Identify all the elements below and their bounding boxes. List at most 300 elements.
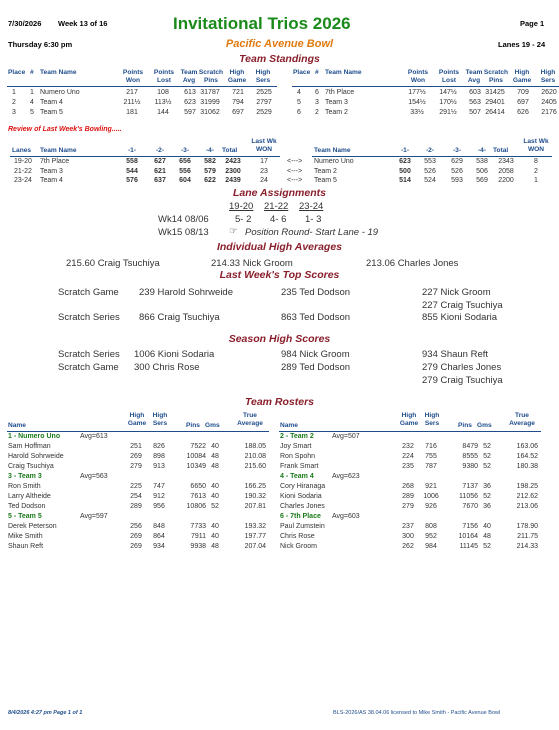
standings-cell: 4 bbox=[297, 89, 301, 96]
review-opp-team: Numero Uno bbox=[314, 158, 354, 165]
roster-player-name: Paul Zumstein bbox=[280, 523, 325, 530]
roster-hg: 289 bbox=[130, 503, 142, 510]
roster-pins: 10349 bbox=[186, 463, 206, 470]
standings-cell: 721 bbox=[232, 89, 244, 96]
standings-cell: 181 bbox=[126, 109, 138, 116]
standings-cell: 177½ bbox=[408, 89, 426, 96]
roster-pins: 9938 bbox=[190, 543, 206, 550]
roster-avg: 193.32 bbox=[244, 523, 266, 530]
review-opp-won: 1 bbox=[534, 177, 538, 184]
standings-header: Points Won bbox=[122, 69, 144, 84]
standings-header: High Sers bbox=[255, 69, 271, 84]
top-series: 855 Kioni Sodaria bbox=[422, 312, 497, 323]
roster-pins: 7911 bbox=[190, 533, 206, 540]
standings-header: Team Name bbox=[40, 69, 77, 76]
roster-gms: 40 bbox=[211, 533, 219, 540]
roster-gms: 48 bbox=[483, 533, 491, 540]
standings-header: Team Avg bbox=[465, 69, 483, 84]
roster-gms: 40 bbox=[211, 483, 219, 490]
review-total: 2439 bbox=[225, 177, 241, 184]
review-opp-game: 506 bbox=[476, 167, 488, 175]
review-header: -4- bbox=[477, 147, 487, 154]
roster-hs: 912 bbox=[153, 493, 165, 500]
review-opp-total: 2058 bbox=[498, 167, 514, 175]
review-header: -1- bbox=[400, 147, 410, 154]
roster-pins: 7670 bbox=[462, 503, 478, 510]
standings-header: High Game bbox=[512, 69, 532, 84]
standings-cell: 2620 bbox=[541, 89, 557, 96]
roster-pins: 8555 bbox=[462, 453, 478, 460]
divider bbox=[279, 431, 541, 432]
review-game: 627 bbox=[154, 158, 166, 165]
roster-hg: 256 bbox=[130, 523, 142, 530]
wk15-label: Wk15 08/13 bbox=[158, 227, 209, 238]
roster-player-name: Harold Sohrweide bbox=[8, 453, 64, 460]
roster-team-avg: Avg=613 bbox=[80, 433, 108, 440]
standings-cell: 154½ bbox=[408, 99, 426, 106]
roster-player-name: Ron Spohn bbox=[280, 453, 316, 460]
lane-pair: 21-22 bbox=[264, 201, 289, 212]
roster-player-name: Kioni Sodaria bbox=[280, 493, 322, 500]
review-game: 621 bbox=[154, 167, 166, 175]
roster-player-name: Shaun Reft bbox=[8, 543, 44, 550]
standings-header: Team Avg bbox=[180, 69, 198, 84]
standings-cell: 2797 bbox=[256, 99, 272, 106]
standings-cell: 5 bbox=[30, 109, 34, 116]
roster-avg: 163.06 bbox=[516, 443, 538, 450]
roster-team-name: 5 - Team 5 bbox=[8, 513, 42, 520]
pointing-hand-icon: ☞ bbox=[229, 226, 238, 237]
roster-header: Pins bbox=[458, 422, 472, 429]
roster-hs: 848 bbox=[153, 523, 165, 530]
footer-right: BLS-2026/AS 38.04.06 licensed to Mike Smith - Pacific Avenue Bowl bbox=[333, 710, 501, 716]
review-title: Review of Last Week's Bowling..... bbox=[8, 126, 122, 133]
standings-cell: 697 bbox=[517, 99, 529, 106]
standings-cell: 2176 bbox=[541, 109, 557, 116]
divider bbox=[7, 431, 269, 432]
standings-cell: 108 bbox=[157, 89, 169, 96]
roster-hg: 232 bbox=[402, 443, 414, 450]
day-time: Thursday 6:30 pm bbox=[8, 40, 73, 49]
review-game: 656 bbox=[179, 158, 191, 165]
roster-team-name: 1 - Numero Uno bbox=[8, 433, 61, 440]
roster-hs: 956 bbox=[153, 503, 165, 510]
review-opp-team: Team 2 bbox=[314, 167, 337, 175]
roster-gms: 40 bbox=[483, 523, 491, 530]
roster-header: High Sers bbox=[424, 412, 440, 427]
standings-cell: Numero Uno bbox=[40, 89, 80, 96]
top-game: 227 Craig Tsuchiya bbox=[422, 300, 503, 311]
standings-cell: 29401 bbox=[485, 99, 505, 106]
review-header: Last Wk WON bbox=[251, 138, 277, 153]
game-label: Scratch Game bbox=[58, 287, 119, 298]
roster-hs: 747 bbox=[153, 483, 165, 490]
review-opp-game: 526 bbox=[451, 167, 463, 175]
standings-header: Points Won bbox=[407, 69, 429, 84]
standings-cell: 31425 bbox=[485, 89, 505, 96]
roster-player-name: Sam Hoffman bbox=[8, 443, 51, 450]
roster-hs: 898 bbox=[153, 453, 165, 460]
season-series: 984 Nick Groom bbox=[281, 349, 350, 360]
individual-average: 213.06 Charles Jones bbox=[366, 258, 459, 269]
roster-avg: 215.60 bbox=[244, 463, 266, 470]
footer-left: 8/4/2026 4:27 pm Page 1 of 1 bbox=[8, 710, 83, 716]
standings-header: Scratch Pins bbox=[483, 69, 509, 84]
roster-hs: 952 bbox=[425, 533, 437, 540]
roster-team-avg: Avg=603 bbox=[332, 513, 360, 520]
roster-player-name: Derek Peterson bbox=[8, 523, 57, 530]
season-series-label: Scratch Series bbox=[58, 349, 120, 360]
roster-avg: 166.25 bbox=[244, 483, 266, 490]
standings-cell: 147½ bbox=[439, 89, 457, 96]
standings-header: Points Lost bbox=[438, 69, 460, 84]
top-series: 863 Ted Dodson bbox=[281, 312, 351, 323]
roster-hs: 808 bbox=[425, 523, 437, 530]
wk14-label: Wk14 08/06 bbox=[158, 214, 209, 225]
report-title: Invitational Trios 2026 bbox=[173, 14, 351, 33]
standings-header: Scratch Pins bbox=[198, 69, 224, 84]
roster-pins: 11056 bbox=[459, 493, 478, 500]
standings-header: Team Name bbox=[325, 69, 362, 76]
roster-hs: 826 bbox=[153, 443, 165, 450]
review-team: Team 4 bbox=[40, 177, 63, 184]
review-total: 2423 bbox=[225, 158, 241, 165]
standings-cell: 211½ bbox=[123, 99, 141, 106]
standings-cell: 31062 bbox=[200, 109, 220, 116]
roster-gms: 40 bbox=[211, 523, 219, 530]
review-won: 24 bbox=[260, 177, 268, 184]
top-game: 235 Ted Dodson bbox=[281, 287, 351, 298]
standings-cell: 597 bbox=[184, 109, 196, 116]
review-game: 558 bbox=[126, 158, 138, 165]
lane-pair: 19-20 bbox=[229, 201, 254, 212]
review-won: 23 bbox=[260, 167, 268, 175]
roster-team-name: 2 - Team 2 bbox=[280, 433, 314, 440]
roster-avg: 190.32 bbox=[244, 493, 266, 500]
standings-cell: 2 bbox=[315, 109, 319, 116]
roster-pins: 10806 bbox=[186, 503, 206, 510]
standings-header: High Sers bbox=[540, 69, 556, 84]
review-lanes: 19-20 bbox=[14, 158, 32, 165]
roster-gms: 52 bbox=[483, 443, 491, 450]
individual-average: 215.60 Craig Tsuchiya bbox=[66, 258, 160, 269]
roster-hs: 921 bbox=[425, 483, 437, 490]
review-opp-game: 500 bbox=[399, 167, 411, 175]
standings-cell: 5 bbox=[297, 99, 301, 106]
standings-cell: 6 bbox=[297, 109, 301, 116]
standings-cell: Team 2 bbox=[325, 109, 348, 116]
roster-pins: 10084 bbox=[186, 453, 206, 460]
roster-gms: 52 bbox=[483, 543, 491, 550]
roster-player-name: Nick Groom bbox=[280, 543, 317, 550]
season-title: Season High Scores bbox=[228, 333, 331, 345]
roster-avg: 213.06 bbox=[516, 503, 538, 510]
standings-title: Team Standings bbox=[239, 53, 320, 65]
standings-header: Points Lost bbox=[153, 69, 175, 84]
roster-player-name: Ron Smith bbox=[8, 483, 41, 490]
roster-hg: 279 bbox=[130, 463, 142, 470]
review-opp-game: 514 bbox=[399, 177, 411, 184]
roster-pins: 11145 bbox=[459, 543, 478, 550]
standings-cell: Team 3 bbox=[325, 99, 348, 106]
standings-cell: 217 bbox=[126, 89, 138, 96]
roster-pins: 8479 bbox=[462, 443, 478, 450]
review-game: 622 bbox=[204, 177, 216, 184]
standings-cell: Team 5 bbox=[40, 109, 63, 116]
roster-avg: 214.33 bbox=[516, 543, 538, 550]
review-header: Last Wk WON bbox=[523, 138, 549, 153]
review-opp-game: 553 bbox=[424, 158, 436, 165]
standings-cell: 3 bbox=[12, 109, 16, 116]
review-game: 544 bbox=[126, 167, 138, 175]
standings-cell: 170½ bbox=[439, 99, 457, 106]
roster-pins: 7733 bbox=[190, 523, 206, 530]
roster-team-name: 3 - Team 3 bbox=[8, 473, 42, 480]
roster-avg: 207.81 bbox=[244, 503, 266, 510]
roster-pins: 10164 bbox=[458, 533, 478, 540]
roster-avg: 212.62 bbox=[516, 493, 538, 500]
standings-cell: 626 bbox=[517, 109, 529, 116]
roster-hs: 926 bbox=[425, 503, 437, 510]
review-opp-game: 593 bbox=[451, 177, 463, 184]
roster-hg: 225 bbox=[130, 483, 142, 490]
review-opp-total: 2343 bbox=[498, 158, 514, 165]
review-opp-won: 2 bbox=[534, 167, 538, 175]
roster-hs: 864 bbox=[153, 533, 165, 540]
review-arrow: <---> bbox=[287, 167, 303, 175]
roster-avg: 188.05 bbox=[244, 443, 266, 450]
roster-gms: 52 bbox=[483, 463, 491, 470]
roster-hs: 787 bbox=[425, 463, 437, 470]
review-game: 582 bbox=[204, 158, 216, 165]
roster-hs: 913 bbox=[153, 463, 165, 470]
standings-cell: 3 bbox=[315, 99, 319, 106]
roster-pins: 6650 bbox=[190, 483, 206, 490]
roster-gms: 52 bbox=[211, 503, 219, 510]
roster-gms: 36 bbox=[483, 503, 491, 510]
roster-gms: 48 bbox=[211, 543, 219, 550]
top-series: 866 Craig Tsuchiya bbox=[139, 312, 220, 323]
review-opp-won: 8 bbox=[534, 158, 538, 165]
top-game: 227 Nick Groom bbox=[422, 287, 491, 298]
roster-player-name: Cory Hiranaga bbox=[280, 483, 326, 490]
roster-avg: 210.08 bbox=[244, 453, 266, 460]
roster-avg: 164.52 bbox=[516, 453, 538, 460]
roster-hg: 262 bbox=[402, 543, 414, 550]
roster-hs: 755 bbox=[425, 453, 437, 460]
standings-cell: 7th Place bbox=[325, 89, 355, 96]
roster-hs: 934 bbox=[153, 543, 165, 550]
roster-header: True Average bbox=[237, 412, 263, 427]
standings-cell: 31787 bbox=[200, 89, 220, 96]
review-game: 604 bbox=[179, 177, 191, 184]
roster-gms: 48 bbox=[211, 463, 219, 470]
divider bbox=[292, 86, 559, 87]
review-opp-game: 526 bbox=[424, 167, 436, 175]
lanes-range: Lanes 19 - 24 bbox=[498, 40, 546, 49]
roster-player-name: Chris Rose bbox=[280, 533, 315, 540]
review-header: Team Name bbox=[314, 147, 351, 154]
roster-player-name: Joy Smart bbox=[280, 443, 312, 450]
roster-header: High Game bbox=[399, 412, 419, 427]
season-game-label: Scratch Game bbox=[58, 362, 119, 373]
roster-pins: 9380 bbox=[462, 463, 478, 470]
top-game: 239 Harold Sohrweide bbox=[139, 287, 234, 298]
roster-hg: 279 bbox=[402, 503, 414, 510]
standings-header: Place bbox=[8, 69, 26, 76]
review-arrow: <---> bbox=[287, 158, 303, 165]
standings-cell: 697 bbox=[232, 109, 244, 116]
roster-header: High Game bbox=[127, 412, 147, 427]
roster-gms: 40 bbox=[211, 493, 219, 500]
wk14-pair: 5- 2 bbox=[235, 214, 252, 225]
review-header: -2- bbox=[425, 147, 435, 154]
standings-header: Place bbox=[293, 69, 311, 76]
standings-cell: 113½ bbox=[154, 99, 172, 106]
roster-hg: 224 bbox=[402, 453, 414, 460]
standings-cell: 1 bbox=[12, 89, 16, 96]
review-header: Total bbox=[222, 147, 238, 154]
roster-header: Pins bbox=[186, 422, 200, 429]
roster-player-name: Charles Jones bbox=[280, 503, 325, 510]
wk15-text: Position Round- Start Lane - 19 bbox=[245, 227, 379, 238]
standings-header: High Game bbox=[227, 69, 247, 84]
roster-gms: 52 bbox=[483, 493, 491, 500]
standings-cell: 291½ bbox=[439, 109, 457, 116]
roster-hg: 269 bbox=[130, 453, 142, 460]
roster-hg: 269 bbox=[130, 533, 142, 540]
review-header: Lanes bbox=[12, 147, 32, 154]
roster-avg: 198.25 bbox=[516, 483, 538, 490]
roster-header: Gms bbox=[205, 422, 220, 429]
individual-title: Individual High Averages bbox=[216, 241, 343, 253]
roster-pins: 7137 bbox=[462, 483, 478, 490]
roster-team-avg: Avg=563 bbox=[80, 473, 108, 480]
roster-header: Gms bbox=[477, 422, 492, 429]
review-team: 7th Place bbox=[40, 158, 70, 165]
divider bbox=[7, 86, 277, 87]
divider bbox=[312, 156, 552, 157]
roster-gms: 40 bbox=[211, 443, 219, 450]
standings-cell: 144 bbox=[157, 109, 169, 116]
standings-cell: 33½ bbox=[410, 109, 424, 116]
wk14-pair: 1- 3 bbox=[305, 214, 322, 225]
review-header: -3- bbox=[452, 147, 462, 154]
standings-cell: 709 bbox=[517, 89, 529, 96]
roster-hg: 251 bbox=[130, 443, 142, 450]
review-header: Total bbox=[493, 147, 509, 154]
season-game: 279 Craig Tsuchiya bbox=[422, 375, 503, 386]
standings-cell: 507 bbox=[469, 109, 481, 116]
roster-hs: 716 bbox=[425, 443, 437, 450]
divider bbox=[10, 156, 280, 157]
roster-team-avg: Avg=597 bbox=[80, 513, 108, 520]
standings-cell: 1 bbox=[30, 89, 34, 96]
roster-pins: 7522 bbox=[190, 443, 206, 450]
review-game: 556 bbox=[179, 167, 191, 175]
review-game: 576 bbox=[126, 177, 138, 184]
review-opp-team: Team 5 bbox=[314, 177, 337, 184]
roster-pins: 7613 bbox=[190, 493, 206, 500]
review-opp-game: 538 bbox=[476, 158, 488, 165]
review-header: -4- bbox=[205, 147, 215, 154]
lane-pair: 23-24 bbox=[299, 201, 324, 212]
roster-player-name: Craig Tsuchiya bbox=[8, 463, 54, 470]
roster-header: True Average bbox=[509, 412, 535, 427]
review-lanes: 23-24 bbox=[14, 177, 32, 184]
standings-cell: 2 bbox=[12, 99, 16, 106]
review-opp-game: 569 bbox=[476, 177, 488, 184]
review-header: -3- bbox=[180, 147, 190, 154]
review-arrow: <---> bbox=[287, 177, 303, 184]
roster-hs: 984 bbox=[425, 543, 437, 550]
standings-cell: Team 4 bbox=[40, 99, 63, 106]
review-opp-game: 524 bbox=[424, 177, 436, 184]
roster-avg: 197.77 bbox=[244, 533, 266, 540]
roster-avg: 180.38 bbox=[516, 463, 538, 470]
standings-cell: 2525 bbox=[256, 89, 272, 96]
standings-cell: 26414 bbox=[485, 109, 505, 116]
standings-header: # bbox=[30, 69, 34, 76]
standings-cell: 794 bbox=[232, 99, 244, 106]
review-header: Team Name bbox=[40, 147, 77, 154]
roster-player-name: Larry Altheide bbox=[8, 493, 51, 500]
review-opp-game: 623 bbox=[399, 158, 411, 165]
bowl-name: Pacific Avenue Bowl bbox=[225, 38, 334, 50]
review-opp-game: 629 bbox=[451, 158, 463, 165]
season-game: 279 Charles Jones bbox=[422, 362, 502, 373]
lanes-title: Lane Assignments bbox=[233, 187, 326, 199]
week-label: Week 13 of 16 bbox=[58, 19, 108, 28]
individual-average: 214.33 Nick Groom bbox=[211, 258, 293, 269]
roster-gms: 36 bbox=[483, 483, 491, 490]
roster-avg: 207.04 bbox=[244, 543, 266, 550]
standings-cell: 4 bbox=[30, 99, 34, 106]
roster-header: High Sers bbox=[152, 412, 168, 427]
roster-team-name: 4 - Team 4 bbox=[280, 473, 314, 480]
roster-pins: 7156 bbox=[462, 523, 478, 530]
season-game: 289 Ted Dodson bbox=[281, 362, 351, 373]
season-game: 300 Chris Rose bbox=[134, 362, 200, 373]
review-header: -1- bbox=[127, 147, 137, 154]
review-total: 2300 bbox=[225, 167, 241, 175]
roster-player-name: Ted Dodson bbox=[8, 503, 46, 510]
standings-cell: 563 bbox=[469, 99, 481, 106]
top-scores-title: Last Week's Top Scores bbox=[219, 269, 340, 281]
roster-player-name: Mike Smith bbox=[8, 533, 43, 540]
roster-header: Name bbox=[8, 422, 26, 429]
roster-hg: 235 bbox=[402, 463, 414, 470]
roster-player-name: Frank Smart bbox=[280, 463, 319, 470]
standings-header: # bbox=[315, 69, 319, 76]
rosters-title: Team Rosters bbox=[244, 396, 315, 408]
standings-cell: 2405 bbox=[541, 99, 557, 106]
review-team: Team 3 bbox=[40, 167, 63, 175]
wk14-pair: 4- 6 bbox=[270, 214, 287, 225]
roster-gms: 48 bbox=[211, 453, 219, 460]
roster-hs: 1006 bbox=[423, 493, 439, 500]
review-opp-total: 2200 bbox=[498, 177, 514, 184]
review-game: 637 bbox=[154, 177, 166, 184]
roster-team-avg: Avg=507 bbox=[332, 433, 360, 440]
roster-hg: 300 bbox=[402, 533, 414, 540]
standings-cell: 613 bbox=[184, 89, 196, 96]
review-game: 579 bbox=[204, 167, 216, 175]
roster-team-avg: Avg=623 bbox=[332, 473, 360, 480]
roster-avg: 211.75 bbox=[517, 533, 538, 540]
season-series: 1006 Kioni Sodaria bbox=[134, 349, 215, 360]
report-date: 7/30/2026 bbox=[8, 19, 42, 28]
